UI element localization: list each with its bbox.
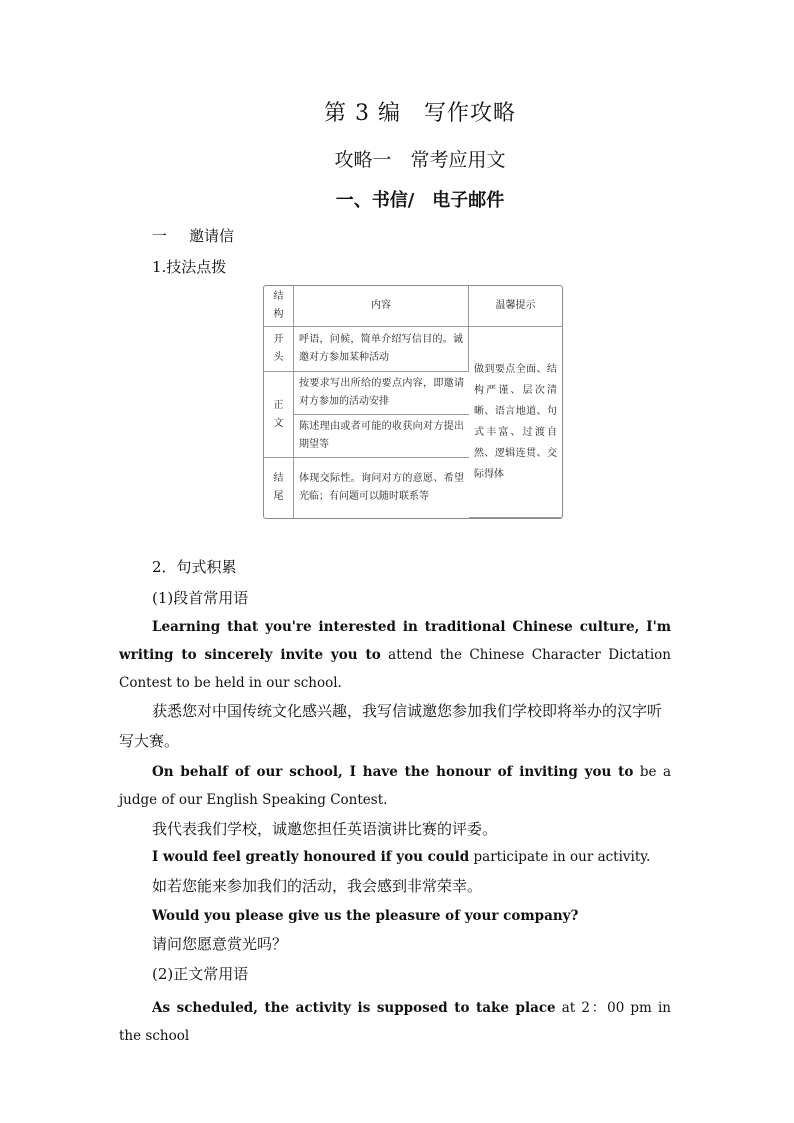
sentence-bold: Would you please give us the pleasure of your company? <box>152 908 579 924</box>
cell-content: 陈述理由或者可能的收获向对方提出期望等 <box>294 415 469 458</box>
sentence-bold: As scheduled, the activity is supposed to take place <box>152 1000 556 1016</box>
sentence-en-1 <box>119 613 671 697</box>
sentence-en-2 <box>119 758 671 814</box>
sentence-rest: participate in our activity. <box>469 849 651 865</box>
invitation-title: 邀请信 <box>189 227 235 245</box>
cell-structure: 正文 <box>264 372 294 458</box>
part-title: 第 3 编 写作攻略 <box>324 101 516 126</box>
strategy-title: 攻略一 常考应用文 <box>334 149 506 171</box>
cell-content: 按要求写出所给的要点内容，即邀请对方参加的活动安排 <box>294 372 469 415</box>
sentence-zh-2: 我代表我们学校，诚邀您担任英语演讲比赛的评委。 <box>152 820 498 838</box>
sentence-en-5 <box>119 994 671 1050</box>
section-number: 一 <box>152 227 168 245</box>
cell-structure: 结尾 <box>264 458 294 518</box>
subsection-body: (2)正文常用语 <box>152 965 249 983</box>
header-tip: 温馨提示 <box>469 286 562 327</box>
sentence-rest: at 2：00 pm in the school <box>119 1000 671 1044</box>
sentence-zh-3: 如若您能来参加我们的活动，我会感到非常荣幸。 <box>152 877 483 895</box>
invitation-heading <box>152 225 234 246</box>
subsection-tips: 1.技法点拨 <box>152 258 227 276</box>
cell-tip: 做到要点全面、结构严谨、层次清晰、语言地道、句式丰富、过渡自然、逻辑连贯、交际得体 <box>469 327 562 518</box>
sentence-en-3 <box>119 843 671 871</box>
header-structure: 结构 <box>264 286 294 327</box>
sentence-zh-1: 获悉您对中国传统文化感兴趣，我写信诚邀您参加我们学校即将举办的汉字听写大赛。 <box>119 702 663 750</box>
cell-content: 呼语，问候，简单介绍写信目的。诚邀对方参加某种活动 <box>294 327 469 372</box>
structure-table <box>263 285 563 519</box>
sentence-zh-4: 请问您愿意赏光吗？ <box>152 935 288 953</box>
sentence-bold: On behalf of our school, I have the honour of inviting you to <box>152 764 634 780</box>
sentence-bold: I would feel greatly honoured if you could <box>152 849 470 865</box>
sentence-bold: Learning that you're interested in traditional Chinese culture, I'm writing to sincerely invite you to <box>119 619 671 663</box>
sentence-rest: be a judge of our English Speaking Contest. <box>119 764 671 808</box>
subsection-opening: (1)段首常用语 <box>152 589 249 607</box>
cell-content: 体现交际性。询问对方的意愿、希望光临；有问题可以随时联系等 <box>299 473 464 502</box>
header-content: 内容 <box>294 286 469 327</box>
subsection-sentences: 2．句式积累 <box>152 558 237 576</box>
table-header-row <box>264 286 562 327</box>
section-title: 一、书信/ 电子邮件 <box>335 190 505 211</box>
sentence-en-4 <box>119 902 671 930</box>
sentence-rest: attend the Chinese Character Dictation Contest to be held in our school. <box>119 647 671 691</box>
table-row <box>264 327 562 372</box>
cell-structure: 开头 <box>264 327 294 372</box>
